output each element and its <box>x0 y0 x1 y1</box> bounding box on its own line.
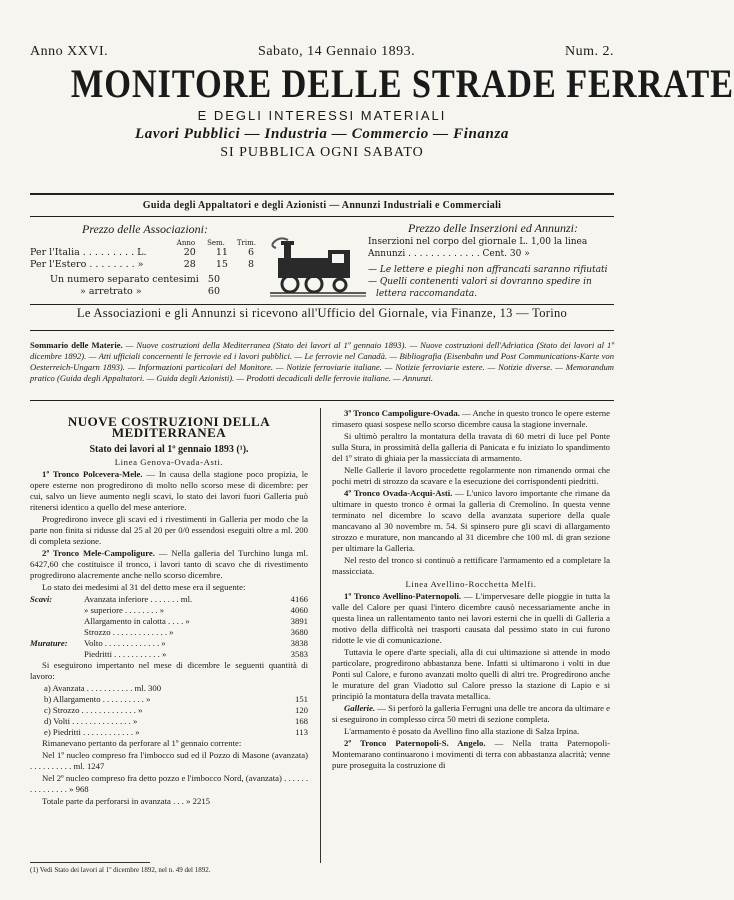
paragraph: Nel resto del tronco si continuò a rettificare l'armamento ed a completare la massicciata. <box>332 555 610 576</box>
paragraph-total: Totale parte da perforarsi in avanzata . . . » 2215 <box>42 796 211 806</box>
divider <box>30 216 614 217</box>
issue-line <box>30 44 614 60</box>
paragraph: Nel 1º nucleo compreso fra l'imbocco sud ed il Pozzo di Masone (avanzata) . . . . . . . . . . ml. 1247 <box>30 750 308 771</box>
table-row: b) Allargamento . . . . . . . . . . » 151 <box>44 694 308 704</box>
table-row: a) Avanzata . . . . . . . . . . . ml. 300 <box>44 683 162 693</box>
paragraph: Progredirono invece gli scavi ed i rivestimenti in Galleria per modo che la parte non finita si ridusse dal 25 al 20 per 0/0 essendosi eseguiti oltre a ml. 200 di completa sezione. <box>30 514 308 546</box>
divider <box>30 400 614 401</box>
table-row: Scavi: Avanzata inferiore . . . . . . . ml. 4166 <box>30 594 308 604</box>
divider <box>30 330 614 331</box>
paragraph: Nel 2º nucleo compreso fra detto pozzo e l'imbocco Nord, (avanzata) . . . . . . . . . . . . . . . » 968 <box>30 773 308 794</box>
table-row: c) Strozzo . . . . . . . . . . . . . » 120 <box>44 705 308 715</box>
issue-number: Num. 2. <box>564 44 614 59</box>
table-row: Piedritti . . . . . . . . . . . » 3583 <box>84 649 308 659</box>
footnote: (1) Vedi Stato dei lavori al 1º dicembre 1892, nel n. 49 del 1892. <box>30 866 211 874</box>
article-columns <box>30 408 614 860</box>
insertion-heading: Prezzo delle Inserzioni ed Annunzi: <box>408 221 578 235</box>
price-row-italia: Per l'Italia . . . . . . . . . L. 20 11 6 <box>30 247 254 258</box>
paragraph: 2º Tronco Paternopoli-S. Angelo. — Nella tratta Paternopoli-Montemarano continuarono i movimenti di terra con abbastanza alacrità; venne pure proseguita la costruzione di <box>332 738 610 770</box>
table-row: Strozzo . . . . . . . . . . . . . » 3680 <box>84 627 308 637</box>
subscription-prices <box>30 222 260 298</box>
paragraph: Gallerie. — Si perforò la galleria Ferrugni una delle tre ancora da ultimare e si eseguirono in complesso circa 50 metri di sezione completa. <box>332 703 610 724</box>
table-row: Murature: Volto . . . . . . . . . . . . . » 3838 <box>30 638 308 648</box>
price-row-estero: Per l'Estero . . . . . . . . » 28 15 8 <box>30 259 254 270</box>
column-divider <box>320 408 321 863</box>
summary-label: Sommario delle Materie. <box>30 340 123 350</box>
paragraph: L'armamento è posato da Avellino fino alla stazione di Salza Irpina. <box>344 726 580 736</box>
paragraph: Lo stato dei medesimi al 31 del detto mese era il seguente: <box>42 582 246 592</box>
newspaper-rubrics: Lavori Pubblici — Industria — Commercio — Finanza <box>134 126 510 142</box>
table-of-contents <box>30 340 614 384</box>
guide-line: Guida degli Appaltatori e degli Azionisti — Annunzi Industriali e Commerciali <box>142 200 502 211</box>
newspaper-title: MONITORE DELLE STRADE FERRATE <box>70 61 734 106</box>
price-row-arrears: » arretrato » 60 <box>80 286 220 297</box>
works-status-table <box>30 594 308 660</box>
divider <box>30 304 614 305</box>
masthead <box>30 61 734 161</box>
paragraph: 4º Tronco Ovada-Acqui-Asti. — L'unico lavoro importante che rimane da ultimare in questo tronco è ormai la galleria di Cremolino. In questa venne terminato nel dicembre lo scavo della avanzata superiore della quale mancavano al 30 novembre m. 54. Si spinsero pure gli scavi di allargamento strozzo e murature, non mancando al 31 dicembre che 100 ml. di gran sezione per ultimare la Galleria. <box>332 488 610 553</box>
summary-text: — Nuove costruzioni della Mediterranea (Stato dei lavori al 1º gennaio 1893). — Nuove costruzioni dell'Adriatica (Stato dei lavori al 1º dicembre 1892). — Atti ufficiali concernenti le ferrovie ed i lavori pubblici. — Le ferrovie nel Canadà. — Bibliografia (Eisenbahn und Post Communications-Karte von Oesterreich-Ungarn 1893). — Informazioni particolari del Monitore. — Notizie ferroviarie italiane. — Notizie ferroviarie estere. — Notizie diverse. — Memorandum pratico (Guida degli Appaltatori. — Guida degli Azionisti). — Prodotti decadicali delle ferrovie italiane. — Annunzi. <box>30 340 614 383</box>
table-row: » superiore . . . . . . . . » 4060 <box>84 605 308 615</box>
monthly-work-table <box>30 683 308 738</box>
paragraph: 1º Tronco Avellino-Paternopoli. — L'impervesare delle pioggie in tutta la valle del Calore per quasi l'intero dicembre causò necessariamente anche in questa linea un rallentamento tanto nei lavori esterni che in quelli di Galleria a motivo della difficoltà nei trasporti causata dal pessimo stato in cui furono ridotte le vie di comunicazione. <box>332 591 610 645</box>
insertion-prices: Prezzo delle Inserzioni ed Annunzi: Inserzioni nel corpo del giornale L. 1,00 la linea Annunzi . . . . . . . . . . . . . Cent. 30 » — Le lettere e pieghi non affrancati saranno rifiutati — Quelli contenenti valori si dovranno spedire in lettera raccomandata. <box>368 222 618 300</box>
table-row: d) Volti . . . . . . . . . . . . . . » 168 <box>44 716 308 726</box>
prices-section <box>30 222 614 304</box>
table-row: Allargamento in calotta . . . . » 3891 <box>84 616 308 626</box>
paragraph: Nelle Gallerie il lavoro procedette regolarmente non rimanendo ormai che pochi metri di strozzo da scavare e la esecuzione dei corrispondenti piedritti. <box>332 465 610 486</box>
line-heading: Linea Genova-Ovada-Asti. <box>114 457 224 467</box>
article-title: NUOVE COSTRUZIONI DELLA MEDITERRANEA <box>67 414 271 440</box>
newspaper-subtitle: E DEGLI INTERESSI MATERIALI <box>197 108 447 123</box>
paragraph: 1º Tronco Polcevera-Mele. — In causa della stagione poco propizia, le opere esterne non progredirono di molto nello scorso mese di dicembre: per cui, salvo un lieve aumento negli scavi, lo stato dei lavori fuori Galleria può ritenersi identico a quello del mese anteriore. <box>30 469 309 512</box>
line-heading: Linea Avellino-Rocchetta Melfi. <box>405 579 537 589</box>
table-row: e) Piedritti . . . . . . . . . . . . » 113 <box>44 727 308 737</box>
left-column <box>30 408 308 808</box>
subscription-heading: Prezzo delle Associazioni: <box>82 222 208 236</box>
right-column <box>332 408 610 772</box>
issue-date: Sabato, 14 Gennaio 1893. <box>258 44 416 59</box>
article-subtitle: Stato dei lavori al 1º gennaio 1893 (¹). <box>89 444 249 455</box>
issue-year: Anno XXVI. <box>30 44 109 59</box>
footnote-rule <box>30 862 150 863</box>
publication-frequency: SI PUBBLICA OGNI SABATO <box>220 145 424 160</box>
paragraph: Rimanevano pertanto da perforare al 1º gennaio corrente: <box>42 738 242 748</box>
paragraph: 3º Tronco Campoligure-Ovada. — Anche in questo tronco le opere esterne rimasero quasi sospese nello scorso dicembre causa la stagione invernale. <box>332 408 610 429</box>
subscription-column-headers: Anno Sem. Trim. <box>176 239 256 247</box>
paragraph: 2º Tronco Mele-Campoligure. — Nella galleria del Turchino lunga ml. 6427,60 che costituisce il tronco, i lavori tanto di scavo che di rivestimento progredirono alacremente anche nello scorso dicembre. <box>30 548 308 580</box>
association-office-line: Le Associazioni e gli Annunzi si ricevono all'Ufficio del Giornale, via Finanze, 13 — Torino <box>76 306 568 320</box>
paragraph: Tuttavia le opere d'arte speciali, alla di cui ultimazione si attende in modo particolare, progredirono abbastanza bene. Infatti si ultimarono i volti in due Ponti sul Calore, e furono avanzati molto quelli di altri tre. Progredirono anche le murature del gran Viadotto sul Calore presso la stazione di Lapio e si principiò la montatura della travata metallica. <box>332 647 610 701</box>
divider <box>30 193 614 195</box>
paragraph: Si eseguirono impertanto nel mese di dicembre le seguenti quantità di lavoro: <box>30 660 308 681</box>
price-row-single: Un numero separato centesimi 50 <box>50 274 220 285</box>
locomotive-illustration <box>270 238 366 298</box>
paragraph: Si ultimò peraltro la montatura della travata di 60 metri di luce pel Ponte sulla Stura, in prossimità della galleria di Panicata e fu iniziato lo spandimento del 1º strato di ghiaia per la massicciata di armamento. <box>332 431 610 463</box>
